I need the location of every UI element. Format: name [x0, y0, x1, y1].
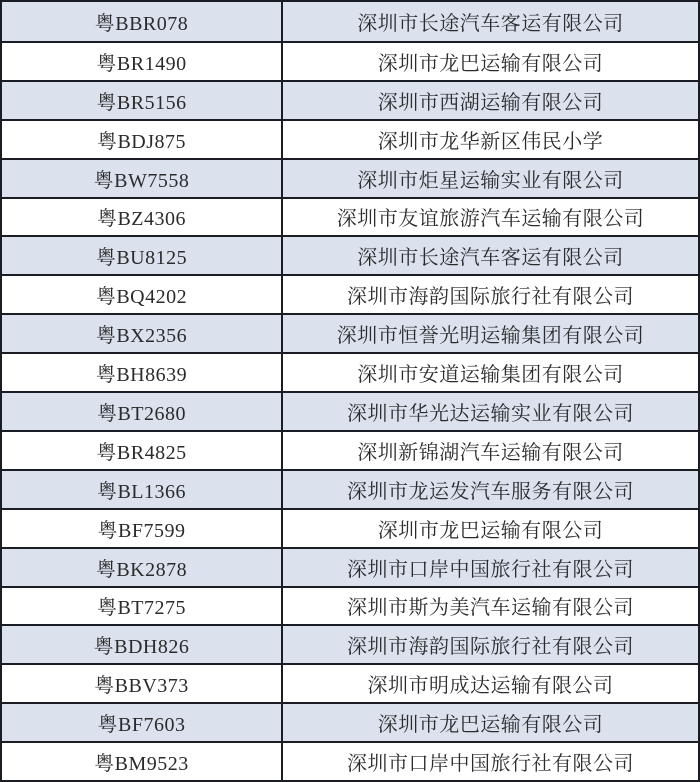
- table-row: [2, 508, 698, 547]
- company-cell: 深圳市安道运输集团有限公司: [357, 364, 624, 387]
- company-cell: 深圳市海韵国际旅行社有限公司: [347, 636, 634, 659]
- table-row: [2, 430, 698, 469]
- table-row: [2, 197, 698, 236]
- table-row: [2, 80, 698, 119]
- plate-cell: 粤BX2356: [2, 315, 283, 352]
- company-cell: 深圳市海韵国际旅行社有限公司: [347, 286, 634, 309]
- table-row: [2, 624, 698, 663]
- table-row: [2, 547, 698, 586]
- company-cell: 深圳市龙巴运输有限公司: [377, 52, 604, 75]
- company-cell: 深圳市龙巴运输有限公司: [377, 714, 604, 737]
- table-row: [2, 469, 698, 508]
- table-row: [2, 352, 698, 391]
- plate-cell: 粤BBR078: [2, 2, 283, 41]
- company-cell: 深圳市长途汽车客运有限公司: [357, 12, 624, 35]
- company-cell: 深圳市龙运发汽车服务有限公司: [347, 480, 634, 503]
- plate-cell: 粤BK2878: [2, 549, 283, 586]
- company-cell: 深圳市龙华新区伟民小学: [377, 130, 604, 153]
- table-row: [2, 235, 698, 274]
- plate-cell: 粤BL1366: [2, 471, 283, 508]
- company-cell: 深圳市口岸中国旅行社有限公司: [347, 753, 634, 776]
- plate-cell: 粤BT7275: [2, 588, 283, 625]
- company-cell: 深圳市炬星运输实业有限公司: [357, 169, 624, 192]
- plate-cell: 粤BT2680: [2, 393, 283, 430]
- table-row: [2, 663, 698, 702]
- table-row: [2, 41, 698, 80]
- plate-cell: 粤BDJ875: [2, 121, 283, 158]
- table-row: [2, 119, 698, 158]
- company-cell: 深圳市华光达运输实业有限公司: [347, 402, 634, 425]
- plate-cell: 粤BF7599: [2, 510, 283, 547]
- plate-cell: 粤BR5156: [2, 82, 283, 119]
- table-row: [2, 702, 698, 741]
- company-cell: 深圳市明成达运输有限公司: [367, 675, 614, 698]
- company-cell: 深圳市长途汽车客运有限公司: [357, 247, 624, 270]
- company-cell: 深圳市龙巴运输有限公司: [377, 519, 604, 542]
- company-cell: 深圳新锦湖汽车运输有限公司: [357, 441, 624, 464]
- company-cell: 深圳市友谊旅游汽车运输有限公司: [336, 208, 645, 231]
- table-row: [2, 274, 698, 313]
- plate-cell: 粤BZ4306: [2, 199, 283, 236]
- company-cell: 深圳市西湖运输有限公司: [377, 91, 604, 114]
- company-cell: 深圳市口岸中国旅行社有限公司: [347, 558, 634, 581]
- table-row: [2, 586, 698, 625]
- plate-cell: 粤BR4825: [2, 432, 283, 469]
- plate-cell: 粤BM9523: [2, 743, 283, 780]
- company-cell: 深圳市斯为美汽车运输有限公司: [347, 597, 634, 620]
- company-cell: 深圳市恒誉光明运输集团有限公司: [336, 325, 645, 348]
- plate-cell: 粤BF7603: [2, 704, 283, 741]
- plate-cell: 粤BW7558: [2, 160, 283, 197]
- plate-cell: 粤BQ4202: [2, 276, 283, 313]
- table-row: [2, 158, 698, 197]
- table-row: [2, 313, 698, 352]
- table-row: [2, 2, 698, 41]
- table-row: [2, 391, 698, 430]
- plate-cell: 粤BU8125: [2, 237, 283, 274]
- plate-cell: 粤BR1490: [2, 43, 283, 80]
- table-row: [2, 741, 698, 780]
- plate-cell: 粤BDH826: [2, 626, 283, 663]
- plate-cell: 粤BH8639: [2, 354, 283, 391]
- plate-cell: 粤BBV373: [2, 665, 283, 702]
